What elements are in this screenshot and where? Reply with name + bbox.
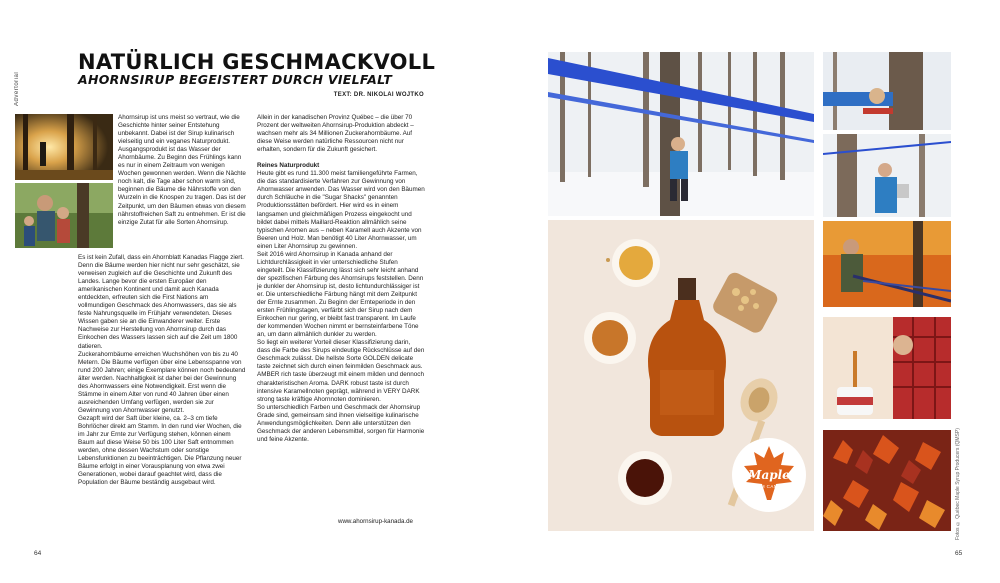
maple-logo-tagline: FROM CANADA [750,484,788,489]
article-title: NATÜRLICH GESCHMACKVOLL [78,50,436,74]
text-column-2 [257,114,425,444]
column2-paragraph-5: So unterschiedlich Farben und Geschmack der Ahornsirup Grade sind, gemeinsam sind ihnen vielseitige kulinarische Anwendungsmöglichkeiten. Denn alle unterstützen den Geschmack der anderen Lebensmittel, sorgen für Harmonie und feine Akzente. [257,403,425,443]
maple-logo-word: Maple [748,468,790,482]
autumn-tubes-photo [823,221,951,307]
tree-tap-hands-photo [823,52,951,130]
column2-paragraph-4: So liegt ein weiterer Vorteil dieser Klassifizierung darin, dass die Farbe des Sirups eindeutige Rückschlüsse auf den Geschmack zulässt. Die hellste Sorte GOLDEN delicate taste zeichnet sich durch einen feinmilden Geschmack aus. AMBER rich taste überzeugt mit einem milden und dennoch charakteristischen Aroma. DARK robust taste ist durch intensive Karamellnoten geprägt, während in VERY DARK strong taste kräftige Ahornnoten dominieren. [257,339,425,403]
syrup-pouring-photo [823,317,951,419]
column2-paragraph-2: Heute gibt es rund 11.300 meist familiengeführte Farmen, die das standardisierte Verfahren zur Gewinnung von Ahornwasser anwenden. Das Wasser wird von den Bäumen durch Schläuche in die "Sugar Shacks" genannten Produktionsstätten befördert. Hier wird es in einem langsamen und gleichmäßigen Prozess eingekocht und bildet dabei mittels Maillard-Reaktion allmählich seine typischen Aromen aus – neben Karamell auch Akzente von Beeren und Holz. Man benötigt 40 Liter Ahornwasser, um einen Liter Ahornsirup zu gewinnen. [257,170,425,250]
column1-paragraph-2: Es ist kein Zufall, dass ein Ahornblatt Kanadas Flagge ziert. Denn die Bäume werden hier nicht nur sehr geschätzt, sie verweisen zugleich auf die Geschichte und Zukunft des Landes. Lange bevor die ersten Europäer den amerikanischen Kontinent und damit auch Kanada entdeckten, erfreuten sich die First Nations am vollmundigen Geschmack des Ahornwassers, das sie als feste Nahrungsquelle im Frühjahr verwendeten. Dieses Wissen gaben sie an die Einwanderer weiter. Erste Nachweise zur Herstellung von Ahornsirup durch das Einkochen des Wassers lassen sich auf die Zeit um 1800 datieren. [78,254,244,350]
maple-syrup-still-life-photo [548,220,814,531]
family-tapping-photo [15,183,113,248]
forest-sunlight-photo [15,114,113,180]
photo-credit: Fotos © Québec Maple Syrup Producers (QMSP) [955,428,961,540]
section-subhead: Reines Naturprodukt [257,162,320,170]
advertorial-label: Advertorial [14,71,20,106]
column2-paragraph-3: Seit 2016 wird Ahornsirup in Kanada anhand der Lichtdurchlässigkeit in vier unterschiedliche Stufen eingeteilt. Die Klassifizierung lässt sich sehr leicht anhand der spezifischen Färbung des Ahornsirups feststellen. Denn je dunkler der Ahornsirup ist, desto lichtundurchlässiger ist er. Die unterschiedliche Färbung hängt mit dem Zeitpunkt der Ernte zusammen. Zu Beginn der Ernteperiode in den ersten Frühlingstagen, verfärbt sich der Sirup nach dem Einkochen nur gering, er bleibt fast transparent. Im Laufe der kommenden Wochen nimmt er bernsteinfarbene Töne an, um dann allmählich dunkler zu werden. [257,250,424,339]
text-column-1-continued [78,254,246,487]
worker-bucket-photo [823,134,951,217]
page-number-right: 65 [955,550,963,557]
column1-paragraph-3: Zuckerahornbäume erreichen Wuchshöhen von bis zu 40 Metern. Die Bäume verfügen über eine Lebensspanne von rund 200 Jahren; einige Exemplare können noch bedeutend älter werden. Nachhaltigkeit ist daher bei der Gewinnung des Ahornwassers eine Notwendigkeit. Erst wenn die Stämme in einem Alter von rund 40 Jahren über einen ausreichenden Umfang verfügen, werden sie zur Gewinnung von Ahornwasser genutzt. [78,350,246,414]
byline: TEXT: DR. NIKOLAI WOJTKO [333,92,424,98]
website-link[interactable]: www.ahornsirup-kanada.de [338,518,413,525]
autumn-leaves-photo [823,430,951,531]
text-column-1 [118,114,246,227]
article-subtitle: AHORNSIRUP BEGEISTERT DURCH VIELFALT [78,72,393,87]
column1-paragraph-1: Ahornsirup ist uns meist so vertraut, wie die Geschichte hinter seiner Entstehung unbekannt. Dabei ist der Sirup kulinarisch vielseitig und ein veganes Naturprodukt. Ausgangsprodukt ist das Wasser der Ahornbäume. Zu Beginn des Frühlings kann es nur in einem Zeitraum von wenigen Wochen gewonnen werden. Wenn die Nächte noch kalt, die Tage aber schon warm sind, beginnen die Bäume die Nährstoffe von den Wurzeln in die Knospen zu tragen. Das ist der Zeitpunkt, um den Bäumen etwas von diesem nährstoffreichen Saft zu entnehmen. Er ist die einzige Zutat für alle Sorten Ahornsirup. [118,114,246,226]
page-number-left: 64 [34,550,42,557]
column1-paragraph-4: Gezapft wird der Saft über kleine, ca. 2–3 cm tiefe Bohrlöcher direkt am Stamm. In den rund vier Wochen, die im Jahr zur Ernte zur Verfügung stehen, können einem Baum auf diese Weise 50 bis 100 Liter Saft entnommen werden, ohne dessen Wachstum oder sonstige Lebensfunktionen zu beeinträchtigen. Die Pflanzung neuer Bäume erfolgt in einer Vorausplanung von etwa zwei Generationen, wobei darauf geachtet wird, dass die Population der Bäume beständig ausgebaut wird. [78,414,242,487]
column2-paragraph-1: Allein in der kanadischen Provinz Québec – die über 70 Prozent der weltweiten Ahornsirup-Produktion abdeckt – wachsen mehr als 34 Millionen Zuckerahornbäume. Auf diese Weise werden natürliche Ressourcen nicht nur erhalten, sondern für die Zukunft gesichert. [257,114,414,154]
winter-sugarbush-photo [548,52,814,216]
